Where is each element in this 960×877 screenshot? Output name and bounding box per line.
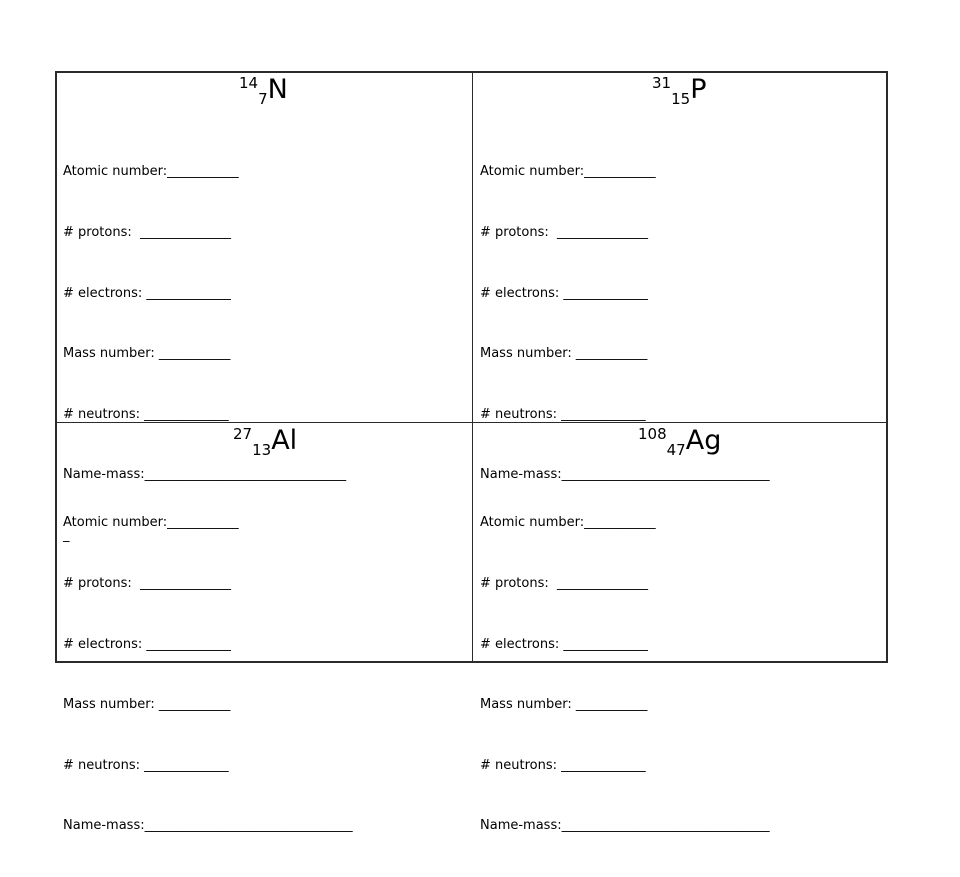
- neutrons-field: # neutrons: _____________: [63, 406, 229, 422]
- mass-number: 108: [638, 425, 667, 443]
- atomic-number-field: Atomic number:___________: [480, 164, 656, 180]
- atomic-number-field: Atomic number:___________: [63, 515, 239, 531]
- isotope-notation: [480, 425, 880, 465]
- question-fields: [480, 473, 770, 877]
- isotope-notation: [63, 425, 463, 465]
- question-fields: [480, 122, 770, 526]
- element-symbol: N: [267, 74, 288, 105]
- neutrons-field: # neutrons: _____________: [63, 757, 229, 773]
- isotope-notation: [480, 74, 880, 114]
- element-symbol: Al: [271, 425, 298, 456]
- element-symbol: Ag: [685, 425, 722, 456]
- mass-number: 27: [233, 425, 253, 443]
- electrons-field: # electrons: _____________: [480, 636, 648, 652]
- mass-number-field: Mass number: ___________: [63, 346, 231, 362]
- atomic-number: 13: [252, 441, 272, 459]
- mass-number: 31: [652, 74, 672, 92]
- mass-number-field: Mass number: ___________: [63, 697, 231, 713]
- neutrons-field: # neutrons: _____________: [480, 757, 646, 773]
- protons-field: # protons: ______________: [480, 225, 648, 240]
- protons-field: # protons: ______________: [63, 576, 231, 591]
- protons-field: # protons: ______________: [480, 576, 648, 591]
- name-mass-field: Name-mass:________________________________: [480, 467, 770, 483]
- vertical-divider: [472, 71, 473, 663]
- mass-number: 14: [239, 74, 259, 92]
- isotope-notation: [63, 74, 463, 114]
- atomic-number: 15: [671, 90, 691, 108]
- atomic-number-field: Atomic number:___________: [63, 164, 239, 180]
- question-fields: [63, 473, 353, 877]
- atomic-number: 47: [666, 441, 686, 459]
- mass-number-field: Mass number: ___________: [480, 697, 648, 713]
- neutrons-field: # neutrons: _____________: [480, 406, 646, 422]
- name-mass-field: Name-mass:________________________________: [480, 818, 770, 834]
- name-mass-field: Name-mass:________________________________: [63, 818, 353, 834]
- mass-number-field: Mass number: ___________: [480, 346, 648, 362]
- protons-field: # protons: ______________: [63, 225, 231, 240]
- electrons-field: # electrons: _____________: [480, 285, 648, 301]
- element-symbol: P: [690, 74, 707, 105]
- electrons-field: # electrons: _____________: [63, 636, 231, 652]
- electrons-field: # electrons: _____________: [63, 285, 231, 301]
- atomic-number: 7: [258, 90, 268, 108]
- atomic-number-field: Atomic number:___________: [480, 515, 656, 531]
- stray-underscore: _: [63, 527, 70, 543]
- name-mass-field: Name-mass:_______________________________: [63, 467, 347, 483]
